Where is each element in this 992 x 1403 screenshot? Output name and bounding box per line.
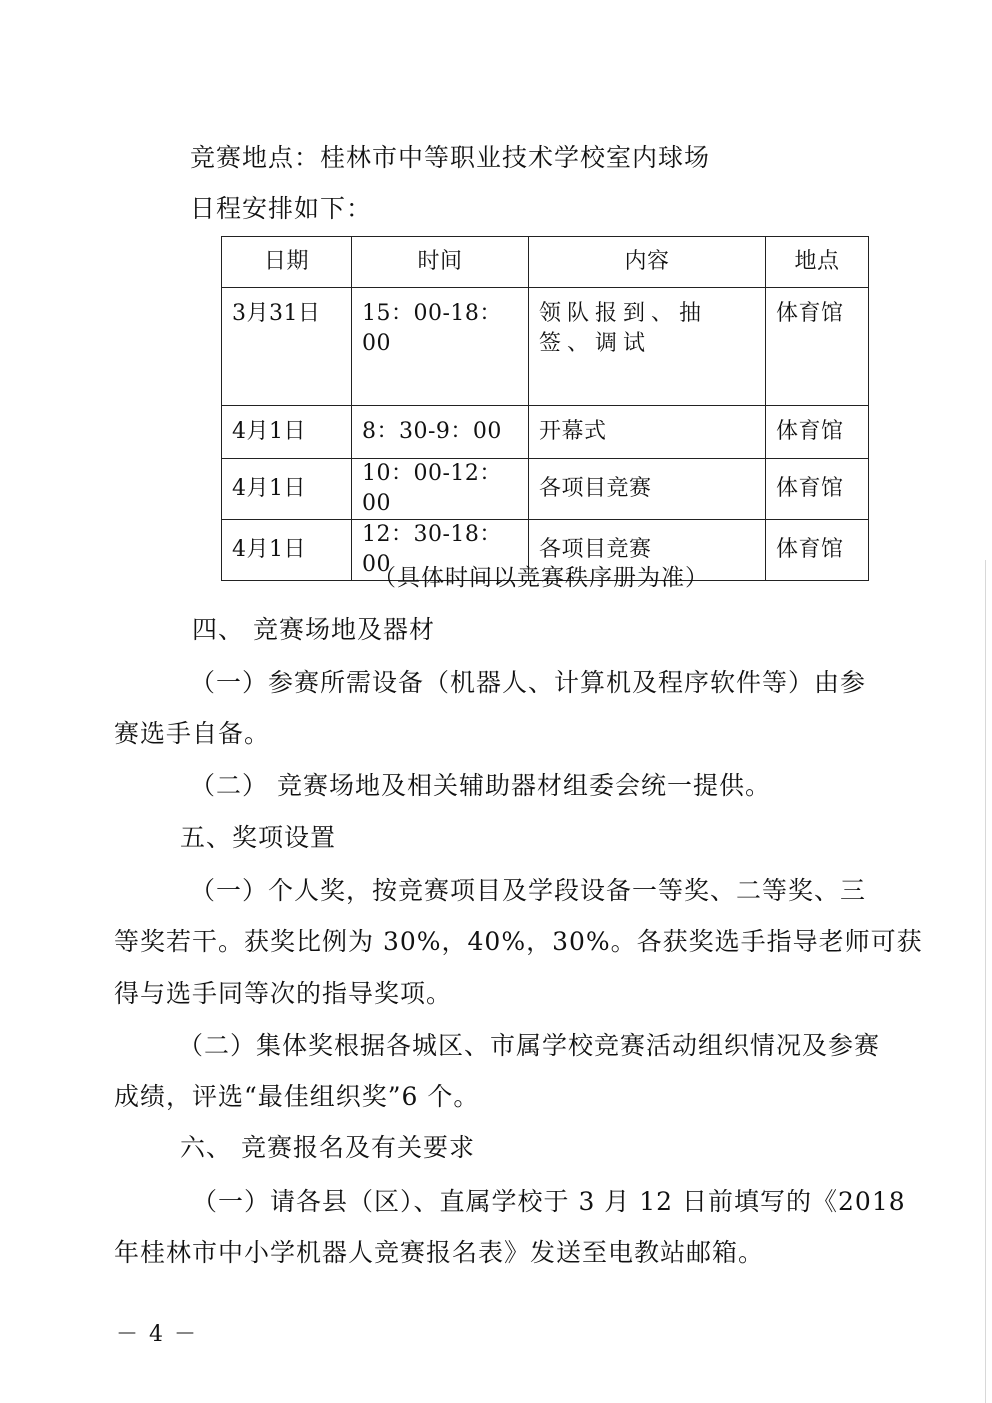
- header-location: 地点: [766, 237, 869, 288]
- cell-time: 10：00-12：00: [352, 459, 529, 520]
- cell-date: 4月1日: [222, 459, 352, 520]
- cell-time: 12：30-18：00: [352, 520, 529, 581]
- section5-p1-line2: 等奖若干。获奖比例为 30%，40%，30%。各获奖选手指导老师可获: [114, 927, 923, 956]
- cell-content: 各项目竞赛: [529, 520, 766, 581]
- section5-title: 五、奖项设置: [180, 823, 337, 852]
- table-row: [222, 406, 869, 459]
- page-number: － 4 －: [116, 1322, 198, 1347]
- section4-p1-line1: （一）参赛所需设备（机器人、计算机及程序软件等）由参: [190, 668, 867, 697]
- section4-title: 四、 竞赛场地及器材: [192, 615, 435, 644]
- header-content: 内容: [529, 237, 766, 288]
- cell-location: 体育馆: [766, 288, 869, 406]
- section6-p1-line1: （一）请各县（区）、直属学校于 3 月 12 日前填写的《2018: [192, 1187, 906, 1216]
- header-date: 日期: [222, 237, 352, 288]
- section6-title: 六、 竞赛报名及有关要求: [180, 1133, 475, 1162]
- table-header-row: [222, 237, 869, 288]
- schedule-table: [221, 236, 869, 581]
- section5-p2-line2: 成绩，评选“最佳组织奖”6 个。: [114, 1082, 480, 1111]
- table-row: [222, 288, 869, 406]
- cell-location: 体育馆: [766, 520, 869, 581]
- section4-p1-line2: 赛选手自备。: [114, 719, 271, 748]
- cell-content: 各项目竞赛: [529, 459, 766, 520]
- scan-edge-divider: [985, 560, 986, 1403]
- table-row: [222, 459, 869, 520]
- cell-location: 体育馆: [766, 459, 869, 520]
- section4-p2: （二） 竞赛场地及相关辅助器材组委会统一提供。: [190, 771, 771, 800]
- cell-date: 4月1日: [222, 406, 352, 459]
- section5-p2-line1: （二）集体奖根据各城区、市属学校竞赛活动组织情况及参赛: [178, 1031, 881, 1060]
- cell-date: 3月31日: [222, 288, 352, 406]
- cell-content: 开幕式: [529, 406, 766, 459]
- cell-location: 体育馆: [766, 406, 869, 459]
- cell-time: 8：30-9：00: [352, 406, 529, 459]
- section6-p1-line2: 年桂林市中小学机器人竞赛报名表》发送至电教站邮箱。: [114, 1238, 765, 1267]
- schedule-intro: 日程安排如下：: [190, 194, 373, 223]
- venue-line: 竞赛地点：桂林市中等职业技术学校室内球场: [190, 143, 711, 172]
- header-time: 时间: [352, 237, 529, 288]
- cell-date: 4月1日: [222, 520, 352, 581]
- schedule-note: （具体时间以竞赛秩序册为准）: [373, 565, 709, 591]
- cell-time: 15：00-18：00: [352, 288, 529, 406]
- section5-p1-line3: 得与选手同等次的指导奖项。: [114, 979, 453, 1008]
- section5-p1-line1: （一）个人奖，按竞赛项目及学段设备一等奖、二等奖、三: [190, 876, 867, 905]
- cell-content: 领队报到、抽签、调试: [529, 288, 766, 406]
